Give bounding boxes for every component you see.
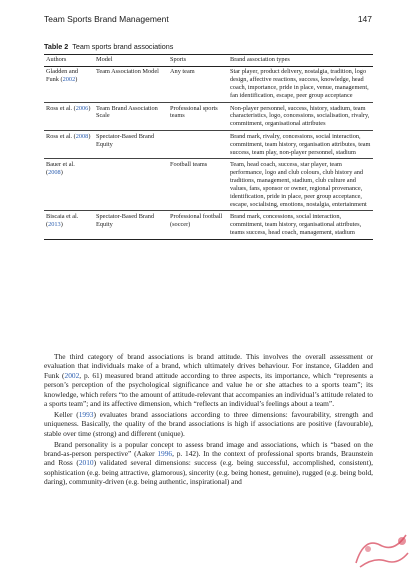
cell-model: Spectator-Based Brand Equity bbox=[94, 131, 168, 159]
column-header-model: Model bbox=[94, 55, 168, 67]
table-row bbox=[44, 211, 373, 239]
body-text bbox=[44, 352, 373, 488]
cell-sports: Football teams bbox=[168, 159, 228, 211]
table-caption bbox=[44, 42, 173, 51]
table-row bbox=[44, 66, 373, 102]
paragraph-brand-personality: Brand personality is a popular concept to assess brand image and associations, which is “based on the brand-as-person perspective” (Aaker 1996, p. 142). In the context of professional sports brands, Braunstein and Ross (2010) validated several dimensions: success (e.g. being successful, accomplished, consistent), sophistication (e.g. being attractive, glamorous), sincerity (e.g. being honest, genuine), rugged (e.g. being bold, daring), community-driven (e.g. being authentic, inspirational) and bbox=[44, 439, 373, 487]
cell-sports: Any team bbox=[168, 66, 228, 102]
citation-link[interactable]: 2008 bbox=[75, 132, 89, 140]
table-caption-text: Team sports brand associations bbox=[72, 42, 174, 51]
citation-link[interactable]: 2010 bbox=[78, 458, 94, 468]
column-header-authors: Authors bbox=[44, 55, 94, 67]
cell-authors: Bauer et al. (2008) bbox=[44, 159, 94, 211]
citation-link[interactable]: 2002 bbox=[64, 370, 80, 380]
cell-authors: Ross et al. (2006) bbox=[44, 103, 94, 131]
watermark-logo-icon bbox=[350, 527, 414, 571]
column-header-association-types: Brand association types bbox=[228, 55, 373, 67]
citation-link[interactable]: 2013 bbox=[48, 220, 61, 228]
cell-authors: Gladden and Funk (2002) bbox=[44, 66, 94, 102]
cell-association-types: Non-player personnel, success, history, stadium, team characteristics, logo, concessions, socialisation, rivalry, commitment, organisational attributes bbox=[228, 103, 373, 131]
cell-sports bbox=[168, 131, 228, 159]
citation-link[interactable]: 2008 bbox=[48, 168, 61, 176]
brand-associations-table bbox=[44, 54, 373, 240]
cell-association-types: Brand mark, concessions, social interaction, commitment, team history, organisational attributes, teams success, head coach, management, stadium bbox=[228, 211, 373, 239]
citation-link[interactable]: 2002 bbox=[62, 76, 76, 84]
citation-link[interactable]: 1993 bbox=[78, 409, 94, 419]
cell-model: Team Association Model bbox=[94, 66, 168, 102]
page-number: 147 bbox=[357, 14, 372, 24]
cell-model: Spectator-Based Brand Equity bbox=[94, 211, 168, 239]
table-row bbox=[44, 159, 373, 211]
running-title: Team Sports Brand Management bbox=[44, 14, 169, 24]
table-row bbox=[44, 103, 373, 131]
cell-model bbox=[94, 159, 168, 211]
cell-authors: Ross et al. (2008) bbox=[44, 131, 94, 159]
paragraph-brand-attitude: The third category of brand associations is brand attitude. This involves the overall assessment or evaluation that individuals make of a brand, which ultimately drives behaviour. For instance, Gladden and Funk (2002, p. 61) measured brand attitude according to three aspects, its importance, which “represents a person’s perception of the psychological significance and value he or she attaches to a sports team”; its knowledge, which refers “to the amount of attitude-relevant that accompanies an individual’s attitude related to a sports team”; and its affective dimension, which “reflects an individual’s feelings about a team”. bbox=[44, 352, 373, 409]
paragraph-keller-dimensions: Keller (1993) evaluates brand associations according to three dimensions: favourability, strength and uniqueness. Basically, the quality of the brand associations is high if associations are positive (favourable), stable over time (strong) and different (unique). bbox=[44, 409, 374, 438]
cell-authors: Biscaia et al. (2013) bbox=[44, 211, 94, 239]
cell-sports: Professional sports teams bbox=[168, 103, 228, 131]
cell-model: Team Brand Association Scale bbox=[94, 103, 168, 131]
table-row bbox=[44, 131, 373, 159]
cell-association-types: Brand mark, rivalry, concessions, social interaction, commitment, team history, organisation attributes, team success, team play, non-player personnel, stadium bbox=[228, 131, 373, 159]
cell-sports: Professional football (soccer) bbox=[168, 211, 228, 239]
citation-link[interactable]: 2006 bbox=[75, 104, 89, 112]
cell-association-types: Team, head coach, success, star player, team performance, logo and club colours, club history and traditions, management, stadium, club culture and values, fans, sponsor or owner, regional provenance, identification, pride in place, peer group acceptance, escape, socialising, emotions, nostalgia, entertainment bbox=[228, 159, 373, 211]
table-header-row bbox=[44, 55, 373, 67]
running-header bbox=[44, 14, 372, 24]
cell-association-types: Star player, product delivery, nostalgia, tradition, logo design, affective reactions, success, knowledge, head coach, importance, pride in place, venue, management, fan identification, escape, peer group acceptance bbox=[228, 66, 373, 102]
citation-link[interactable]: 1996 bbox=[157, 449, 173, 459]
table-caption-label: Table 2 bbox=[44, 42, 69, 51]
column-header-sports: Sports bbox=[168, 55, 228, 67]
